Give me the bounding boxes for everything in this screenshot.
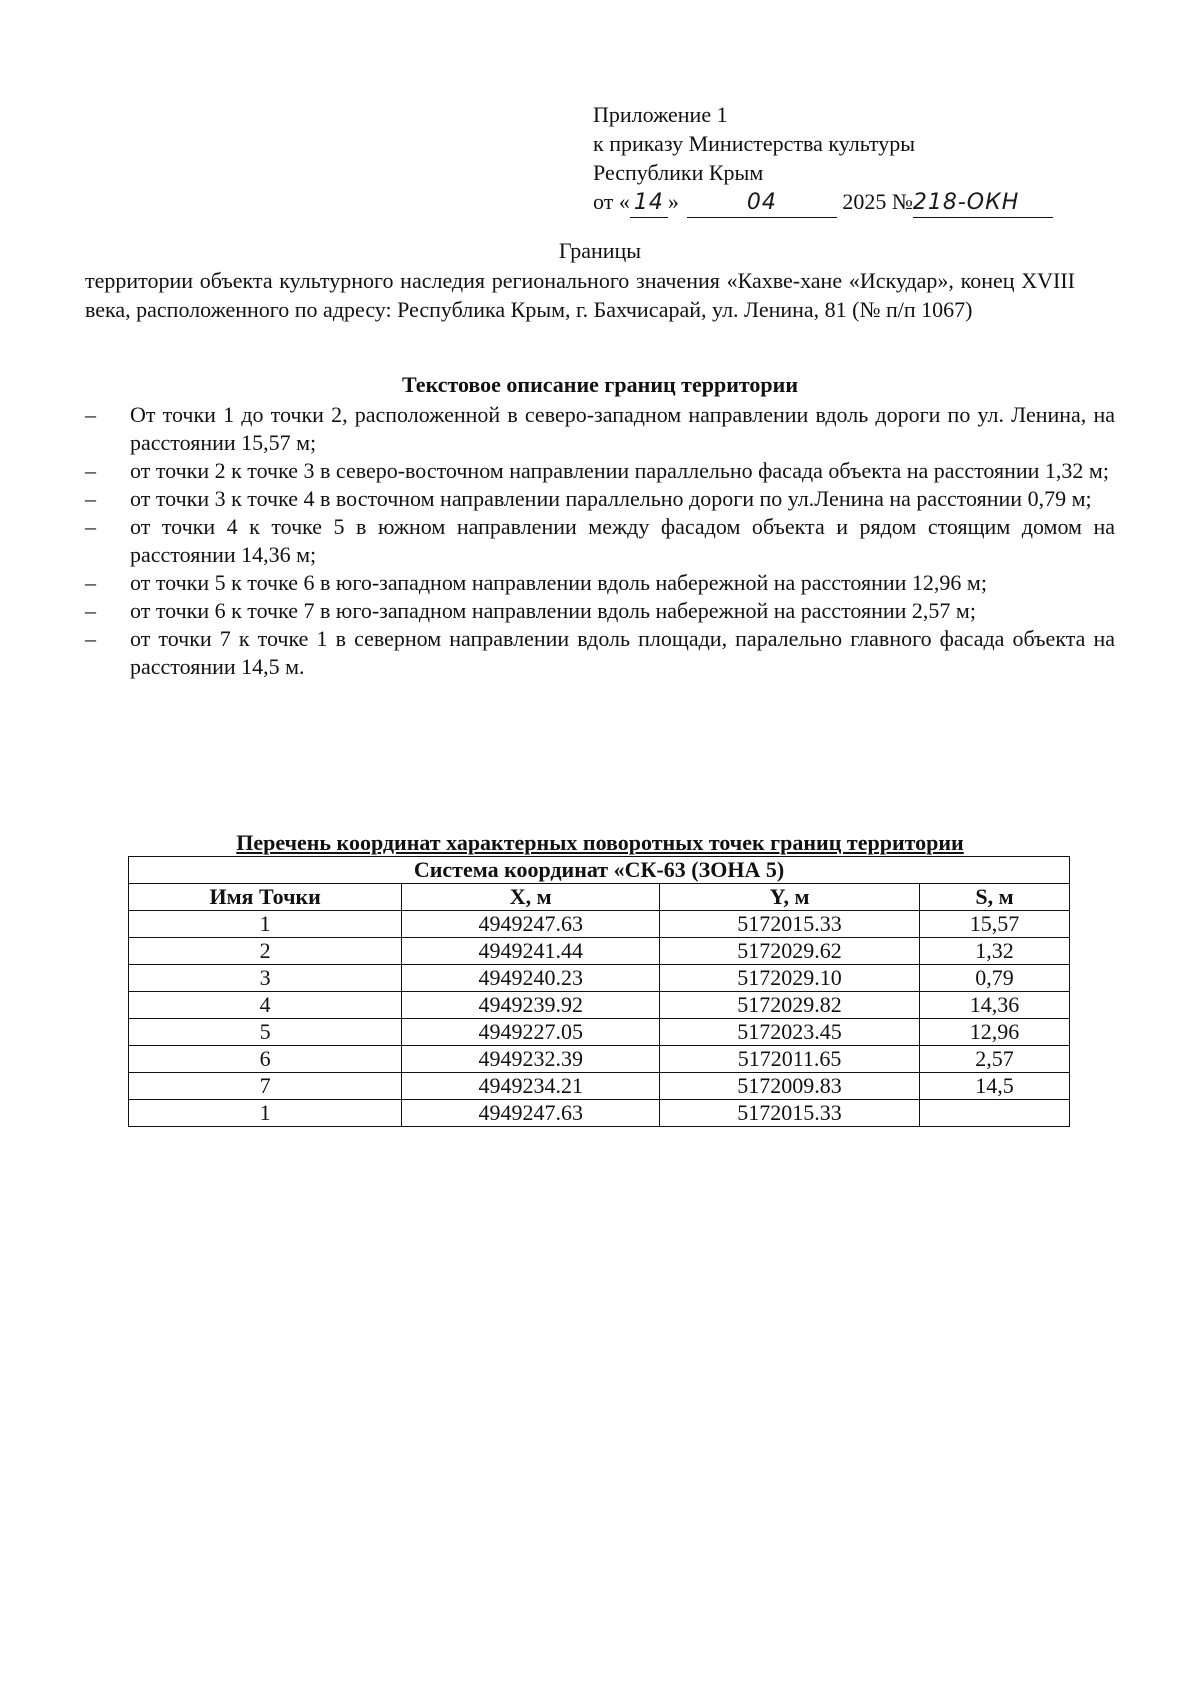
cell-y: 5172023.45 — [660, 1019, 920, 1046]
table-row — [129, 965, 1070, 992]
cell-x: 4949239.92 — [402, 992, 660, 1019]
cell-x: 4949240.23 — [402, 965, 660, 992]
cell-y: 5172015.33 — [660, 1100, 920, 1127]
cell-s: 15,57 — [919, 911, 1069, 938]
table-row — [129, 911, 1070, 938]
cell-s: 0,79 — [919, 965, 1069, 992]
dash-marker: – — [85, 598, 96, 623]
cell-s — [919, 1100, 1069, 1127]
cell-x: 4949247.63 — [402, 1100, 660, 1127]
handwritten-month: 04 — [687, 188, 837, 218]
dash-marker: – — [85, 402, 96, 427]
cell-s: 14,5 — [919, 1073, 1069, 1100]
dash-marker: – — [85, 626, 96, 651]
description-heading: Текстовое описание границ территории — [401, 372, 799, 397]
table-row — [129, 1100, 1070, 1127]
list-item-text: от точки 7 к точке 1 в северном направлении вдоль площади, паралельно главного фасада объекта на расстоянии 14,5 м. — [130, 626, 1115, 679]
cell-point: 4 — [129, 992, 402, 1019]
cell-point: 2 — [129, 938, 402, 965]
document-title: Границы — [558, 238, 642, 263]
appendix-line-2: к приказу Министерства культуры — [593, 131, 916, 156]
appendix-line-1: Приложение 1 — [593, 102, 728, 127]
cell-y: 5172015.33 — [660, 911, 920, 938]
appendix-header — [593, 100, 1053, 218]
table-row — [129, 938, 1070, 965]
table-row — [129, 1019, 1070, 1046]
list-item-text: от точки 3 к точке 4 в восточном направлении параллельно дороги по ул.Ленина на расстоянии 0,79 м; — [130, 486, 1092, 511]
cell-y: 5172029.10 — [660, 965, 920, 992]
list-item — [85, 597, 1115, 625]
cell-s: 14,36 — [919, 992, 1069, 1019]
date-mid: » — [667, 189, 679, 214]
dash-marker: – — [85, 570, 96, 595]
order-year: 2025 № — [842, 189, 913, 214]
list-item — [85, 513, 1115, 569]
cell-x: 4949232.39 — [402, 1046, 660, 1073]
dash-marker: – — [85, 486, 96, 511]
column-header-s: S, м — [919, 884, 1069, 911]
cell-s: 2,57 — [919, 1046, 1069, 1073]
cell-point: 7 — [129, 1073, 402, 1100]
dash-marker: – — [85, 514, 96, 539]
list-item — [85, 569, 1115, 597]
cell-point: 5 — [129, 1019, 402, 1046]
boundary-description-list — [85, 401, 1115, 681]
table-row — [129, 992, 1070, 1019]
appendix-line-3: Республики Крым — [593, 160, 764, 185]
handwritten-day: 14 — [630, 188, 668, 218]
document-subtitle: территории объекта культурного наследия регионального значения «Кахве-хане «Искудар», конец XVIII века, расположенного по адресу: Республика Крым, г. Бахчисарай, ул. Ленина, 81 (№ п/п 1067) — [85, 268, 1075, 322]
cell-x: 4949241.44 — [402, 938, 660, 965]
cell-s: 1,32 — [919, 938, 1069, 965]
cell-point: 1 — [129, 911, 402, 938]
cell-s: 12,96 — [919, 1019, 1069, 1046]
table-row — [129, 1046, 1070, 1073]
table-caption: Перечень координат характерных поворотных точек границ территории — [236, 830, 964, 855]
cell-point: 6 — [129, 1046, 402, 1073]
column-header-x: X, м — [402, 884, 660, 911]
cell-y: 5172009.83 — [660, 1073, 920, 1100]
table-header-row — [129, 884, 1070, 911]
list-item-text: От точки 1 до точки 2, расположенной в северо-западном направлении вдоль дороги по ул. Ленина, на расстоянии 15,57 м; — [130, 402, 1115, 455]
coordinate-system-row — [129, 857, 1070, 884]
coordinates-table — [128, 856, 1070, 1127]
list-item-text: от точки 5 к точке 6 в юго-западном направлении вдоль набережной на расстоянии 12,96 м; — [130, 570, 987, 595]
cell-point: 1 — [129, 1100, 402, 1127]
dash-marker: – — [85, 458, 96, 483]
list-item-text: от точки 4 к точке 5 в южном направлении между фасадом объекта и рядом стоящим домом на расстоянии 14,36 м; — [130, 514, 1115, 567]
list-item-text: от точки 6 к точке 7 в юго-западном направлении вдоль набережной на расстоянии 2,57 м; — [130, 598, 976, 623]
table-row — [129, 1073, 1070, 1100]
cell-y: 5172029.82 — [660, 992, 920, 1019]
cell-x: 4949234.21 — [402, 1073, 660, 1100]
list-item — [85, 485, 1115, 513]
coordinate-system-header: Система координат «СК-63 (ЗОНА 5) — [129, 857, 1070, 884]
date-prefix: от « — [593, 189, 630, 214]
handwritten-order-number: 218-ОКН — [913, 188, 1053, 218]
cell-y: 5172029.62 — [660, 938, 920, 965]
cell-y: 5172011.65 — [660, 1046, 920, 1073]
list-item — [85, 401, 1115, 457]
cell-x: 4949227.05 — [402, 1019, 660, 1046]
list-item-text: от точки 2 к точке 3 в северо-восточном направлении параллельно фасада объекта на расстоянии 1,32 м; — [130, 458, 1109, 483]
column-header-y: Y, м — [660, 884, 920, 911]
list-item — [85, 625, 1115, 681]
order-date-line — [593, 187, 1053, 218]
list-item — [85, 457, 1115, 485]
cell-x: 4949247.63 — [402, 911, 660, 938]
column-header-point-name: Имя Точки — [129, 884, 402, 911]
cell-point: 3 — [129, 965, 402, 992]
